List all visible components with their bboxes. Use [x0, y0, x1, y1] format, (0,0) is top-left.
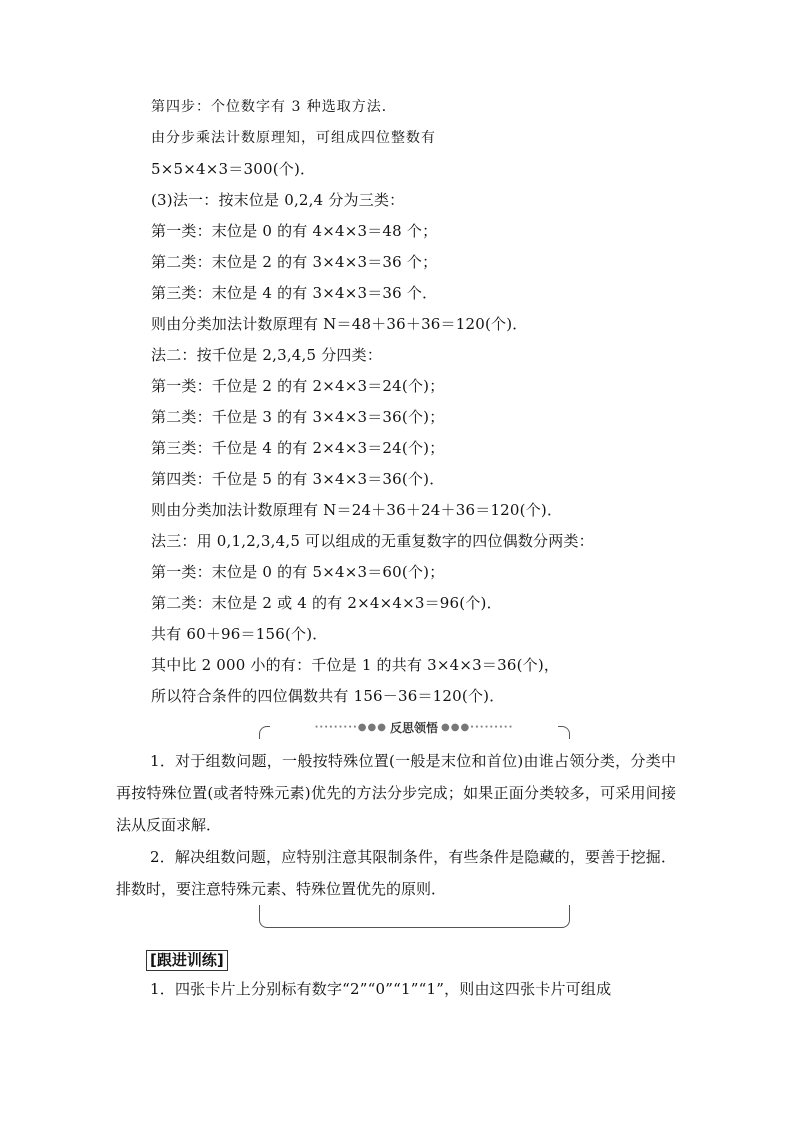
text-line: 第一类：末位是 0 的有 4×4×3＝48 个；: [151, 222, 438, 240]
dots-right: ●●●·········: [441, 721, 514, 733]
text-line: 第二类：千位是 3 的有 3×4×3＝36(个)；: [151, 408, 445, 426]
text-line: 所以符合条件的四位偶数共有 156－36＝120(个)．: [151, 687, 505, 705]
text-line: 由分步乘法计数原理知，可组成四位整数有: [151, 130, 436, 146]
text-line: 第三类：末位是 4 的有 3×4×3＝36 个．: [151, 284, 438, 302]
reflection-p2-text: 2．解决组数问题，应特别注意其限制条件，有些条件是隐藏的，要善于挖掘．排数时，要注意特殊元素、特殊位置优先的原则．: [116, 848, 676, 898]
reflection-paragraph-2: [116, 841, 676, 905]
text-line: 第三类：千位是 4 的有 2×4×3＝24(个)；: [151, 439, 445, 457]
text-line: 第四类：千位是 5 的有 3×4×3＝36(个)．: [151, 470, 445, 488]
text-line: 第二类：末位是 2 的有 3×4×3＝36 个；: [151, 253, 438, 271]
text-line: 法二：按千位是 2,3,4,5 分四类：: [151, 346, 383, 364]
reflection-title: [270, 717, 558, 737]
text-line: 共有 60＋96＝156(个)．: [151, 625, 328, 643]
text-line: 5×5×4×3＝300(个)．: [151, 160, 316, 178]
text-line: 则由分类加法计数原理有 N＝48＋36＋36＝120(个)．: [151, 315, 528, 333]
text-line: 其中比 2 000 小的有：千位是 1 的共有 3×4×3＝36(个)，: [151, 656, 560, 674]
dots-left: ·········●●●: [314, 721, 387, 733]
reflection-box-bottom: [259, 905, 570, 928]
text-line: 第四步：个位数字有 3 种选取方法．: [151, 99, 397, 115]
training-label: [跟进训练]: [146, 950, 228, 971]
text-line: (3)法一：按末位是 0,2,4 分为三类：: [151, 191, 405, 209]
reflection-title-text: 反思领悟: [389, 720, 438, 735]
training-question-1: 1．四张卡片上分别标有数字“2”“0”“1”“1”，则由这四张卡片可组成: [150, 980, 612, 998]
reflection-paragraph-1: [116, 745, 676, 841]
text-line: 法三：用 0,1,2,3,4,5 可以组成的无重复数字的四位偶数分两类：: [151, 532, 594, 550]
text-line: 则由分类加法计数原理有 N＝24＋36＋24＋36＝120(个)．: [151, 501, 563, 519]
text-line: 第一类：末位是 0 的有 5×4×3＝60(个)；: [151, 563, 445, 581]
reflection-p1-text: 1．对于组数问题，一般按特殊位置(一般是末位和首位)由谁占领分类，分类中再按特殊位置(或者特殊元素)优先的方法分步完成；如果正面分类较多，可采用间接法从反面求解．: [116, 752, 676, 834]
text-line: 第二类：末位是 2 或 4 的有 2×4×4×3＝96(个)．: [151, 594, 502, 612]
text-line: 第一类：千位是 2 的有 2×4×3＝24(个)；: [151, 377, 445, 395]
